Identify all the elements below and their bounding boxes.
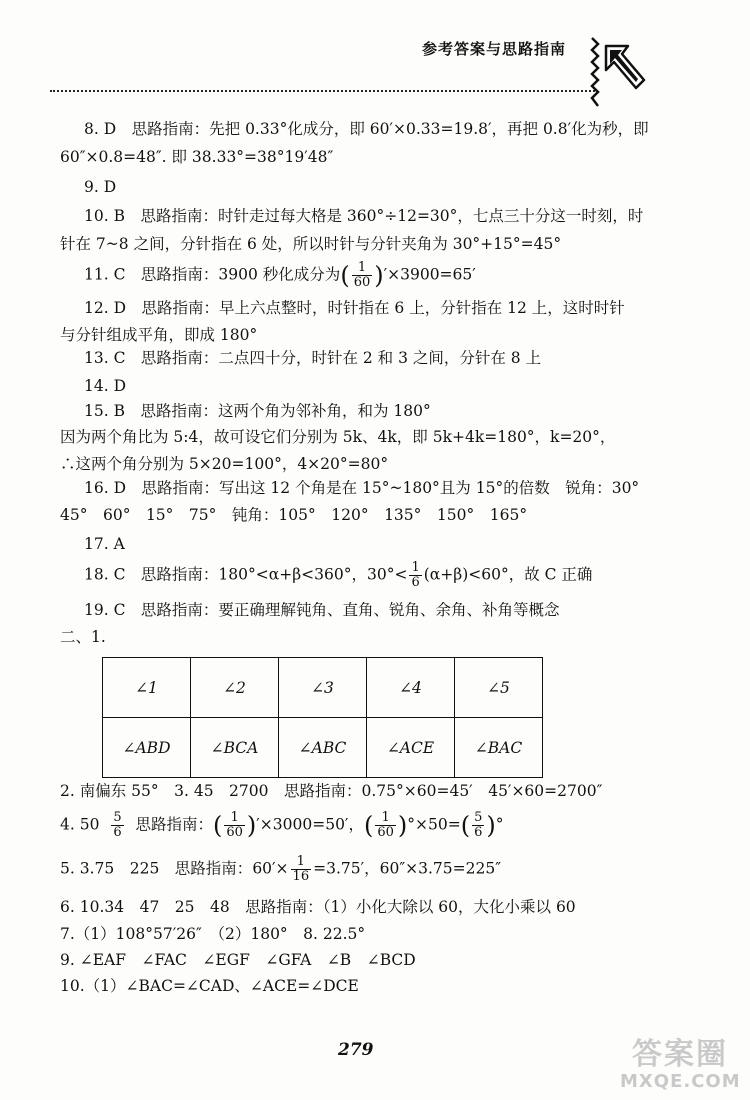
- answer-9: 9. D: [84, 178, 117, 196]
- answer-8-line-2: 60″×0.8=48″. 即 38.33°=38°19′48″: [60, 148, 334, 166]
- answer-15-line-3: ∴这两个角分别为 5×20=100°，4×20°=80°: [60, 455, 389, 473]
- answer-4-term-2: °×50=: [407, 815, 461, 834]
- running-header: 参考答案与思路指南: [422, 40, 567, 58]
- answer-4-value: 4. 50: [60, 815, 100, 834]
- open-paren: (: [340, 261, 350, 290]
- section-2-heading: 二、1.: [60, 628, 106, 646]
- answer-8-line-1: 8. D 思路指南：先把 0.33°化成分，即 60′×0.33=19.8′，再把 0.8′化为秒，即: [84, 120, 649, 138]
- answer-4: [60, 811, 503, 840]
- fraction-1-60: [352, 261, 373, 290]
- answer-15-line-2: 因为两个角比为 5:4，故可设它们分别为 5k、4k，即 5k+4k=180°，k=20°，: [60, 428, 616, 446]
- watermark-bottom: MXQE.COM: [620, 1071, 741, 1092]
- numerator: 5: [474, 810, 483, 825]
- header-divider: [50, 90, 595, 92]
- numerator: 5: [113, 810, 122, 825]
- answer-11-tail: ′×3900=65′: [383, 265, 476, 284]
- fraction-5-6: [111, 811, 123, 840]
- answer-6: 6. 10.34 47 25 48 思路指南：（1）小化大除以 60，大化小乘以 60: [60, 898, 576, 916]
- answer-18-tail: (α+β)<60°，故 C 正确: [423, 565, 593, 584]
- table-cell: ∠ACE: [367, 718, 455, 778]
- table-cell: ∠ABD: [103, 718, 191, 778]
- answer-12-line-2: 与分针组成平角，即成 180°: [60, 326, 258, 344]
- close-paren: ): [397, 811, 408, 840]
- answer-16-line-2: 45° 60° 15° 75° 钝角：105° 120° 135° 150° 165°: [60, 506, 528, 524]
- numerator: 1: [352, 261, 373, 276]
- denominator: 60: [377, 825, 394, 840]
- answer-10-part2: 10.（1）∠BAC=∠CAD、∠ACE=∠DCE: [60, 977, 359, 995]
- answer-5-tail: =3.75′，60″×3.75=225″: [313, 859, 501, 878]
- answer-14: 14. D: [84, 377, 127, 395]
- table-cell: ∠BCA: [191, 718, 279, 778]
- answer-9-part2: 9. ∠EAF ∠FAC ∠EGF ∠GFA ∠B ∠BCD: [60, 951, 416, 969]
- answer-10-line-2: 针在 7~8 之间，分针指在 6 处，所以时针与分针夹角为 30°+15°=45°: [60, 235, 562, 253]
- numerator: 1: [411, 560, 420, 575]
- answer-4-label: 思路指南：: [135, 815, 213, 834]
- answer-18: [84, 561, 592, 590]
- answer-19: 19. C 思路指南：要正确理解钝角、直角、锐角、余角、补角等概念: [84, 601, 560, 619]
- answer-12-line-1: 12. D 思路指南：早上六点整时，时针指在 6 上，分针指在 12 上，这时时针: [84, 299, 625, 317]
- table-cell: ∠BAC: [455, 718, 543, 778]
- denominator: 6: [474, 825, 483, 840]
- answer-11: [84, 261, 476, 290]
- answer-4-term-3: °: [495, 815, 504, 834]
- angle-table: [102, 657, 543, 778]
- fraction-1-6: [409, 561, 421, 590]
- answer-17: 17. A: [84, 535, 125, 553]
- table-row: [103, 658, 543, 718]
- fraction-5-6: [472, 811, 484, 840]
- corner-arrow-icon: [588, 36, 646, 108]
- page-number: 279: [338, 1040, 374, 1060]
- denominator: 60: [353, 275, 371, 290]
- answer-18-text: 18. C 思路指南：180°<α+β<360°，30°<: [84, 565, 408, 584]
- table-row: [103, 718, 543, 778]
- table-cell: ∠5: [455, 658, 543, 718]
- answer-10-line-1: 10. B 思路指南：时针走过每大格是 360°÷12=30°，七点三十分这一时刻，时: [84, 207, 644, 225]
- answer-7-8: 7.（1）108°57′26″ （2）180° 8. 22.5°: [60, 925, 366, 943]
- table-cell: ∠1: [103, 658, 191, 718]
- fraction-1-16: [291, 855, 312, 884]
- answer-16-line-1: 16. D 思路指南：写出这 12 个角是在 15°~180°且为 15°的倍数 锐角：30°: [84, 479, 640, 497]
- denominator: 16: [292, 869, 310, 884]
- answer-4-term-1: ′×3000=50′，: [256, 815, 364, 834]
- answer-11-text: 11. C 思路指南：3900 秒化成分为: [84, 265, 341, 284]
- answer-13: 13. C 思路指南：二点四十分，时针在 2 和 3 之间，分针在 8 上: [84, 349, 542, 367]
- numerator: 1: [375, 811, 396, 826]
- answer-15-line-1: 15. B 思路指南：这两个角为邻补角，和为 180°: [84, 402, 431, 420]
- table-cell: ∠3: [279, 658, 367, 718]
- fraction-1-60: [224, 811, 245, 840]
- numerator: 1: [291, 855, 312, 870]
- open-paren: (: [460, 811, 471, 840]
- watermark: [620, 1038, 740, 1092]
- table-cell: ∠2: [191, 658, 279, 718]
- close-paren: ): [486, 811, 496, 840]
- denominator: 60: [226, 825, 243, 840]
- answer-5: [60, 855, 501, 884]
- fraction-1-60: [375, 811, 396, 840]
- close-paren: ): [246, 811, 257, 840]
- open-paren: (: [363, 811, 374, 840]
- numerator: 1: [224, 811, 245, 826]
- table-cell: ∠4: [367, 658, 455, 718]
- watermark-top: 答案圈: [632, 1037, 728, 1072]
- answer-5-text: 5. 3.75 225 思路指南：60′×: [60, 859, 289, 878]
- denominator: 6: [411, 575, 420, 590]
- denominator: 6: [113, 825, 122, 840]
- close-paren: ): [374, 261, 384, 290]
- open-paren: (: [212, 811, 223, 840]
- table-cell: ∠ABC: [279, 718, 367, 778]
- answer-2-3: 2. 南偏东 55° 3. 45 2700 思路指南：0.75°×60=45′ 45′×60=2700″: [60, 782, 603, 800]
